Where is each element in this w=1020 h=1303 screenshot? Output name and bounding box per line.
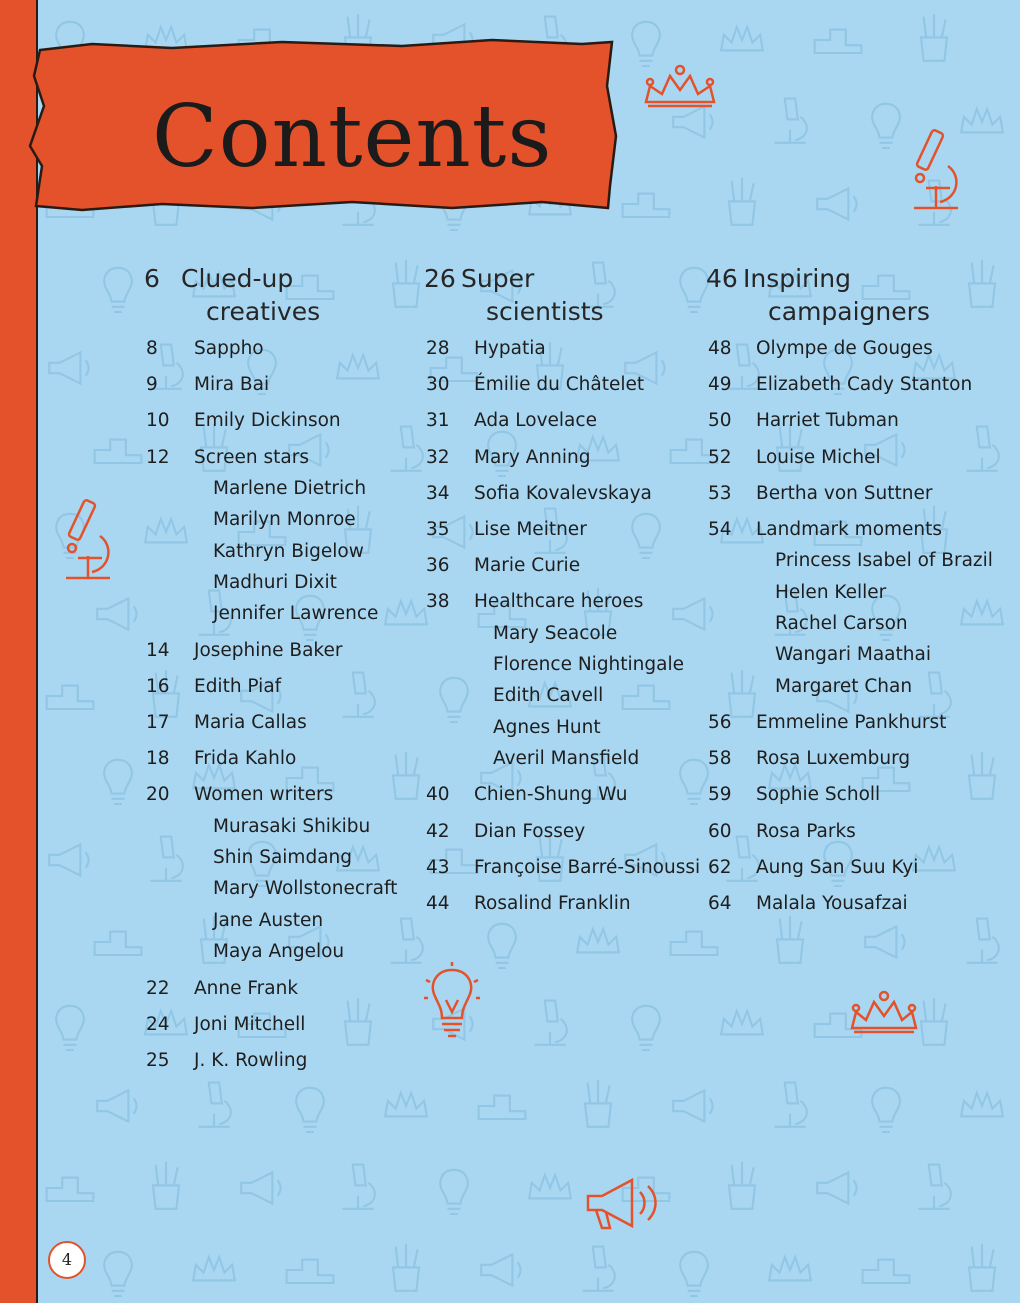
pattern-doodle [287, 1260, 334, 1283]
sub-entry: Maya Angelou [213, 941, 345, 963]
pattern-doodle [774, 99, 806, 143]
section-title-line-1: Super [461, 264, 535, 293]
pattern-doodle [632, 22, 660, 66]
sub-entry: Mary Wollstonecraft [213, 878, 398, 900]
sub-entry: Mary Seacole [493, 622, 618, 644]
entry-page-number: 50 [708, 410, 732, 432]
contents-entry [144, 675, 397, 711]
pattern-doodle [729, 1162, 755, 1209]
pattern-doodle [865, 926, 904, 957]
sub-entry: Florence Nightingale [493, 653, 685, 675]
sub-entry: Princess Isabel of Brazil [775, 550, 993, 572]
entry-page-number: 18 [146, 748, 170, 770]
pattern-doodle [680, 268, 708, 312]
sub-entry: Murasaki Shikibu [213, 815, 371, 837]
lightbulb-icon [420, 960, 484, 1046]
sub-entry-list [706, 549, 993, 706]
sub-entry-list [144, 477, 397, 634]
contents-entry [424, 373, 684, 409]
entry-title: Emily Dickinson [194, 410, 341, 432]
entry-page-number: 62 [708, 856, 732, 878]
pattern-doodle [817, 1172, 856, 1203]
entry-title: Olympe de Gouges [756, 338, 933, 359]
pattern-doodle [385, 1093, 427, 1116]
entry-page-number: 28 [426, 338, 450, 359]
pattern-doodle [95, 932, 142, 955]
pattern-doodle [961, 1093, 1003, 1116]
pattern-doodle [97, 1090, 136, 1121]
sub-entry-list [424, 622, 684, 779]
microscope-icon [58, 496, 118, 584]
section-title-line-1: Clued-up [181, 264, 294, 293]
pattern-doodle [721, 27, 763, 50]
contents-entry [424, 446, 684, 482]
contents-entry [424, 518, 684, 554]
pattern-doodle [577, 929, 619, 952]
sub-entry: Agnes Hunt [493, 716, 601, 738]
contents-entry [144, 1049, 397, 1085]
entry-title: Sophie Scholl [756, 784, 881, 806]
contents-entry [144, 977, 397, 1013]
entry-title: Rosalind Franklin [474, 893, 631, 915]
entry-title: Elizabeth Cady Stanton [756, 374, 973, 396]
entry-page-number: 31 [426, 410, 450, 432]
entry-title: Louise Michel [756, 446, 881, 468]
pattern-doodle [585, 1080, 611, 1127]
contents-entry [706, 337, 993, 373]
entry-title: J. K. Rowling [194, 1049, 308, 1071]
pattern-doodle [488, 924, 516, 968]
pattern-doodle [774, 1083, 806, 1127]
pattern-doodle [393, 1244, 419, 1291]
entry-page-number: 35 [426, 518, 450, 540]
pattern-doodle [817, 188, 856, 219]
pattern-doodle [582, 1247, 614, 1291]
crown-icon [846, 990, 922, 1036]
section-title-line-2: campaigners [768, 297, 930, 326]
sub-entry: Marilyn Monroe [213, 509, 356, 531]
sub-entry: Wangari Maathai [775, 644, 931, 666]
pattern-doodle [47, 1178, 94, 1201]
entry-page-number: 59 [708, 784, 732, 806]
sub-entry: Helen Keller [775, 581, 887, 603]
contents-entry [144, 337, 397, 373]
entry-page-number: 60 [708, 820, 732, 842]
entry-title: Landmark moments [756, 518, 943, 540]
pattern-doodle [47, 686, 94, 709]
entry-title: Hypatia [474, 338, 546, 359]
sub-entry: Rachel Carson [775, 612, 908, 634]
entry-title: Sofia Kovalevskaya [474, 482, 652, 504]
page-title: Contents [152, 87, 553, 187]
entry-title: Émilie du Châtelet [474, 374, 645, 396]
pattern-doodle [153, 1162, 179, 1209]
pattern-doodle [534, 1001, 566, 1045]
contents-entry [424, 590, 684, 626]
pattern-doodle [729, 178, 755, 225]
contents-entry [706, 446, 993, 482]
entry-title: Maria Callas [194, 712, 307, 734]
entry-page-number: 22 [146, 977, 170, 999]
pattern-doodle [104, 268, 132, 312]
sub-entry: Jane Austen [213, 909, 324, 931]
entry-page-number: 64 [708, 893, 732, 915]
sub-entry: Edith Cavell [493, 685, 604, 707]
pattern-doodle [198, 1083, 230, 1127]
entry-title: Malala Yousafzai [756, 893, 908, 915]
contents-entry [424, 337, 684, 373]
entry-page-number: 40 [426, 784, 450, 806]
section-page-number: 26 [424, 264, 456, 293]
entry-title: Screen stars [194, 446, 309, 468]
entry-title: Mary Anning [474, 446, 591, 468]
pattern-doodle [673, 1090, 712, 1121]
pattern-doodle [872, 1088, 900, 1132]
sub-entry: Averil Mansfield [493, 748, 640, 770]
pattern-doodle [95, 440, 142, 463]
entry-page-number: 56 [708, 712, 732, 734]
sub-entry-list [144, 815, 397, 972]
pattern-doodle [623, 194, 670, 217]
section-title-line-2: creatives [206, 297, 321, 326]
entry-page-number: 49 [708, 374, 732, 396]
contents-entry [706, 783, 993, 819]
pattern-doodle [479, 1096, 526, 1119]
entry-page-number: 36 [426, 555, 450, 577]
pattern-doodle [49, 352, 88, 383]
entry-title: Dian Fossey [474, 820, 586, 842]
contents-entry [706, 518, 993, 554]
entry-page-number: 17 [146, 712, 170, 734]
sub-entry: Jennifer Lawrence [213, 603, 379, 625]
entry-page-number: 14 [146, 639, 170, 661]
entry-page-number: 34 [426, 482, 450, 504]
pattern-doodle [296, 1088, 324, 1132]
section-title-line-1: Inspiring [743, 264, 851, 293]
entry-page-number: 8 [146, 338, 158, 359]
contents-entry [144, 373, 397, 409]
entry-page-number: 43 [426, 856, 450, 878]
entry-page-number: 38 [426, 591, 450, 613]
contents-entry [706, 711, 993, 747]
sub-entry: Marlene Dietrich [213, 477, 367, 499]
contents-entry [706, 820, 993, 856]
entry-title: Rosa Luxemburg [756, 748, 911, 770]
contents-entry [144, 1013, 397, 1049]
pattern-doodle [56, 1006, 84, 1050]
entry-page-number: 52 [708, 446, 732, 468]
contents-entry [424, 554, 684, 590]
entry-page-number: 20 [146, 784, 170, 806]
contents-entry [144, 783, 397, 819]
contents-entry [706, 892, 993, 928]
pattern-doodle [104, 1252, 132, 1296]
contents-entry [144, 711, 397, 747]
entry-title: Anne Frank [194, 977, 299, 999]
pattern-doodle [918, 1165, 950, 1209]
contents-entry [424, 409, 684, 445]
entry-page-number: 48 [708, 338, 732, 359]
entry-page-number: 24 [146, 1013, 170, 1035]
contents-entry [144, 409, 397, 445]
entry-page-number: 58 [708, 748, 732, 770]
entry-title: Women writers [194, 784, 334, 806]
entry-title: Lise Meitner [474, 518, 587, 540]
sub-entry: Madhuri Dixit [213, 571, 337, 593]
pattern-doodle [815, 30, 862, 53]
entry-title: Aung San Suu Kyi [756, 856, 919, 878]
contents-entry [706, 482, 993, 518]
entry-title: Marie Curie [474, 555, 581, 577]
pattern-doodle [961, 109, 1003, 132]
entry-page-number: 53 [708, 482, 732, 504]
pattern-doodle [680, 760, 708, 804]
entry-title: Sappho [194, 338, 264, 359]
pattern-doodle [241, 1172, 280, 1203]
contents-entry [424, 482, 684, 518]
sub-entry: Kathryn Bigelow [213, 540, 364, 562]
pattern-doodle [632, 1006, 660, 1050]
pattern-doodle [673, 106, 712, 137]
entry-page-number: 25 [146, 1049, 170, 1071]
entry-title: Harriet Tubman [756, 410, 899, 432]
section-heading [706, 262, 993, 328]
pattern-doodle [342, 1165, 374, 1209]
pattern-doodle [97, 598, 136, 629]
entry-page-number: 30 [426, 374, 450, 396]
contents-column-super-scientists [424, 262, 701, 928]
pattern-doodle [440, 1170, 468, 1214]
pattern-doodle [921, 998, 947, 1045]
pattern-doodle [481, 1254, 520, 1285]
entry-page-number: 12 [146, 446, 170, 468]
entry-title: Healthcare heroes [474, 591, 644, 613]
pattern-doodle [769, 1257, 811, 1280]
contents-entry [706, 856, 993, 892]
pattern-doodle [671, 932, 718, 955]
entry-page-number: 44 [426, 893, 450, 915]
contents-column-inspiring-campaigners [706, 262, 993, 928]
entry-title: Mira Bai [194, 374, 270, 396]
section-page-number: 46 [706, 264, 738, 293]
entry-title: Edith Piaf [194, 675, 282, 697]
entry-page-number: 42 [426, 820, 450, 842]
contents-entry [706, 747, 993, 783]
pattern-doodle [969, 1244, 995, 1291]
entry-title: Bertha von Suttner [756, 482, 933, 504]
crown-icon [640, 62, 720, 108]
contents-entry [424, 783, 684, 819]
entry-title: Emmeline Pankhurst [756, 712, 947, 734]
sub-entry: Shin Saimdang [213, 847, 353, 869]
page-number-badge: 4 [48, 1241, 86, 1279]
sub-entry: Margaret Chan [775, 675, 913, 697]
section-heading [144, 262, 397, 328]
contents-entry [424, 820, 684, 856]
entry-title: Joni Mitchell [194, 1013, 306, 1035]
section-heading [424, 262, 684, 328]
pattern-doodle [721, 1011, 763, 1034]
entry-title: Josephine Baker [194, 639, 343, 661]
section-title-line-2: scientists [486, 297, 604, 326]
pattern-doodle [680, 1252, 708, 1296]
pattern-doodle [529, 1175, 571, 1198]
microscope-icon [906, 126, 966, 214]
entry-title: Frida Kahlo [194, 748, 297, 770]
entry-title: Ada Lovelace [474, 410, 597, 432]
contents-entry [424, 892, 684, 928]
entry-page-number: 32 [426, 446, 450, 468]
entry-page-number: 9 [146, 374, 158, 396]
pattern-doodle [921, 14, 947, 61]
contents-entry [424, 856, 701, 892]
entry-page-number: 54 [708, 518, 732, 540]
pattern-doodle [872, 104, 900, 148]
contents-entry [706, 373, 993, 409]
pattern-doodle [863, 1260, 910, 1283]
contents-entry [144, 639, 397, 675]
entry-page-number: 10 [146, 410, 170, 432]
contents-entry [144, 446, 397, 482]
contents-entry [706, 409, 993, 445]
contents-column-clued-up-creatives [144, 262, 397, 1085]
megaphone-icon [580, 1170, 666, 1232]
entry-title: Françoise Barré-Sinoussi [474, 856, 701, 878]
pattern-doodle [49, 844, 88, 875]
pattern-doodle [193, 1257, 235, 1280]
section-page-number: 6 [144, 264, 160, 293]
pattern-doodle [104, 760, 132, 804]
entry-title: Chien-Shung Wu [474, 784, 628, 806]
entry-title: Rosa Parks [756, 820, 856, 842]
entry-page-number: 16 [146, 675, 170, 697]
title-banner [22, 26, 618, 214]
contents-entry [144, 747, 397, 783]
